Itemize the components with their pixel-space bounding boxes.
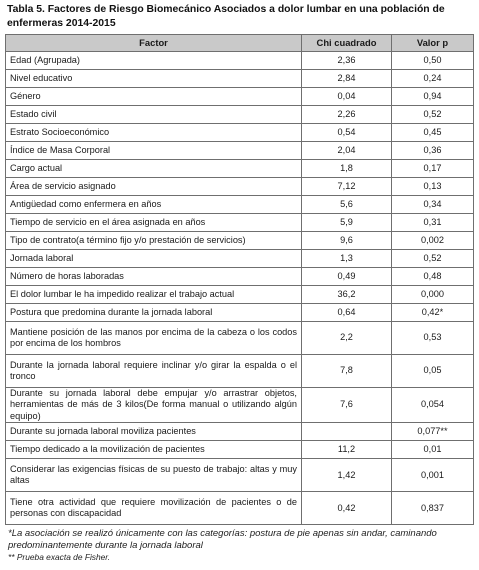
table-row xyxy=(6,268,474,286)
chi-cell: 7,8 xyxy=(302,355,392,388)
table-row xyxy=(6,492,474,525)
table-row xyxy=(6,232,474,250)
factor-cell: Postura que predomina durante la jornada laboral xyxy=(6,304,302,322)
p-value-cell: 0,13 xyxy=(392,178,474,196)
table-body xyxy=(6,52,474,525)
table-row xyxy=(6,355,474,388)
chi-cell: 1,8 xyxy=(302,160,392,178)
table-row xyxy=(6,304,474,322)
table-row xyxy=(6,124,474,142)
table-caption: Tabla 5. Factores de Riesgo Biomecánico Asociados a dolor lumbar en una población de enfermeras 2014-2015 xyxy=(7,4,445,29)
p-value-cell: 0,48 xyxy=(392,268,474,286)
table-row xyxy=(6,214,474,232)
p-value-cell: 0,52 xyxy=(392,106,474,124)
factor-cell: Jornada laboral xyxy=(6,250,302,268)
factor-cell: Durante su jornada laboral debe empujar y/o arrastrar objetos, herramientas de más de 3 kilos(De forma manual o utilizando algún equipo) xyxy=(6,388,302,423)
factor-cell: Cargo actual xyxy=(6,160,302,178)
p-value-cell: 0,42* xyxy=(392,304,474,322)
risk-factor-table xyxy=(5,34,474,525)
factor-cell: Mantiene posición de las manos por encima de la cabeza o los codos por encima de los hombros xyxy=(6,322,302,355)
factor-cell: Considerar las exigencias físicas de su puesto de trabajo: altas y muy altas xyxy=(6,459,302,492)
chi-cell: 2,36 xyxy=(302,52,392,70)
chi-cell: 2,26 xyxy=(302,106,392,124)
factor-cell: Área de servicio asignado xyxy=(6,178,302,196)
header-valor-p: Valor p xyxy=(392,35,474,52)
table-row xyxy=(6,250,474,268)
table-row xyxy=(6,286,474,304)
table-row xyxy=(6,178,474,196)
factor-cell: El dolor lumbar le ha impedido realizar el trabajo actual xyxy=(6,286,302,304)
p-value-cell: 0,52 xyxy=(392,250,474,268)
p-value-cell: 0,24 xyxy=(392,70,474,88)
p-value-cell: 0,50 xyxy=(392,52,474,70)
chi-cell: 0,42 xyxy=(302,492,392,525)
chi-cell: 0,64 xyxy=(302,304,392,322)
factor-cell: Durante su jornada laboral moviliza pacientes xyxy=(6,423,302,441)
p-value-cell: 0,53 xyxy=(392,322,474,355)
chi-cell: 0,54 xyxy=(302,124,392,142)
factor-cell: Género xyxy=(6,88,302,106)
factor-cell: Tiempo de servicio en el área asignada en años xyxy=(6,214,302,232)
factor-cell: Nivel educativo xyxy=(6,70,302,88)
table-row xyxy=(6,322,474,355)
chi-cell: 2,2 xyxy=(302,322,392,355)
table-row xyxy=(6,106,474,124)
p-value-cell: 0,001 xyxy=(392,459,474,492)
factor-cell: Tipo de contrato(a término fijo y/o prestación de servicios) xyxy=(6,232,302,250)
factor-cell: Tiene otra actividad que requiere movilización de pacientes o de personas con discapacidad xyxy=(6,492,302,525)
factor-cell: Estrato Socioeconómico xyxy=(6,124,302,142)
chi-cell: 5,9 xyxy=(302,214,392,232)
chi-cell: 0,04 xyxy=(302,88,392,106)
factor-cell: Antigüedad como enfermera en años xyxy=(6,196,302,214)
chi-cell: 11,2 xyxy=(302,441,392,459)
factor-cell: Índice de Masa Corporal xyxy=(6,142,302,160)
header-factor: Factor xyxy=(6,35,302,52)
chi-cell: 36,2 xyxy=(302,286,392,304)
chi-cell: 5,6 xyxy=(302,196,392,214)
table-row xyxy=(6,196,474,214)
table-row xyxy=(6,459,474,492)
factor-cell: Edad (Agrupada) xyxy=(6,52,302,70)
table-row xyxy=(6,52,474,70)
p-value-cell: 0,054 xyxy=(392,388,474,423)
p-value-cell: 0,002 xyxy=(392,232,474,250)
chi-cell: 0,49 xyxy=(302,268,392,286)
table-row xyxy=(6,160,474,178)
header-chi-cuadrado: Chi cuadrado xyxy=(302,35,392,52)
p-value-cell: 0,94 xyxy=(392,88,474,106)
chi-cell: 1,3 xyxy=(302,250,392,268)
p-value-cell: 0,45 xyxy=(392,124,474,142)
chi-cell xyxy=(302,423,392,441)
p-value-cell: 0,01 xyxy=(392,441,474,459)
factor-cell: Número de horas laboradas xyxy=(6,268,302,286)
table-row xyxy=(6,142,474,160)
p-value-cell: 0,34 xyxy=(392,196,474,214)
p-value-cell: 0,36 xyxy=(392,142,474,160)
p-value-cell: 0,077** xyxy=(392,423,474,441)
chi-cell: 9,6 xyxy=(302,232,392,250)
table-row xyxy=(6,423,474,441)
p-value-cell: 0,05 xyxy=(392,355,474,388)
chi-cell: 1,42 xyxy=(302,459,392,492)
p-value-cell: 0,31 xyxy=(392,214,474,232)
chi-cell: 7,12 xyxy=(302,178,392,196)
table-footnotes xyxy=(8,528,475,563)
footnote-fisher: ** Prueba exacta de Fisher. xyxy=(8,552,111,563)
chi-cell: 7,6 xyxy=(302,388,392,423)
table-row xyxy=(6,441,474,459)
factor-cell: Tiempo dedicado a la movilización de pacientes xyxy=(6,441,302,459)
p-value-cell: 0,17 xyxy=(392,160,474,178)
chi-cell: 2,84 xyxy=(302,70,392,88)
chi-cell: 2,04 xyxy=(302,142,392,160)
table-row xyxy=(6,388,474,423)
p-value-cell: 0,000 xyxy=(392,286,474,304)
factor-cell: Estado civil xyxy=(6,106,302,124)
table-row xyxy=(6,70,474,88)
table-row xyxy=(6,88,474,106)
table-header-row xyxy=(6,35,474,52)
factor-cell: Durante la jornada laboral requiere inclinar y/o girar la espalda o el tronco xyxy=(6,355,302,388)
footnote-association: *La asociación se realizó únicamente con las categorías: postura de pie apenas sin andar, caminando predominantemente durante la jornada laboral xyxy=(8,528,437,552)
p-value-cell: 0,837 xyxy=(392,492,474,525)
